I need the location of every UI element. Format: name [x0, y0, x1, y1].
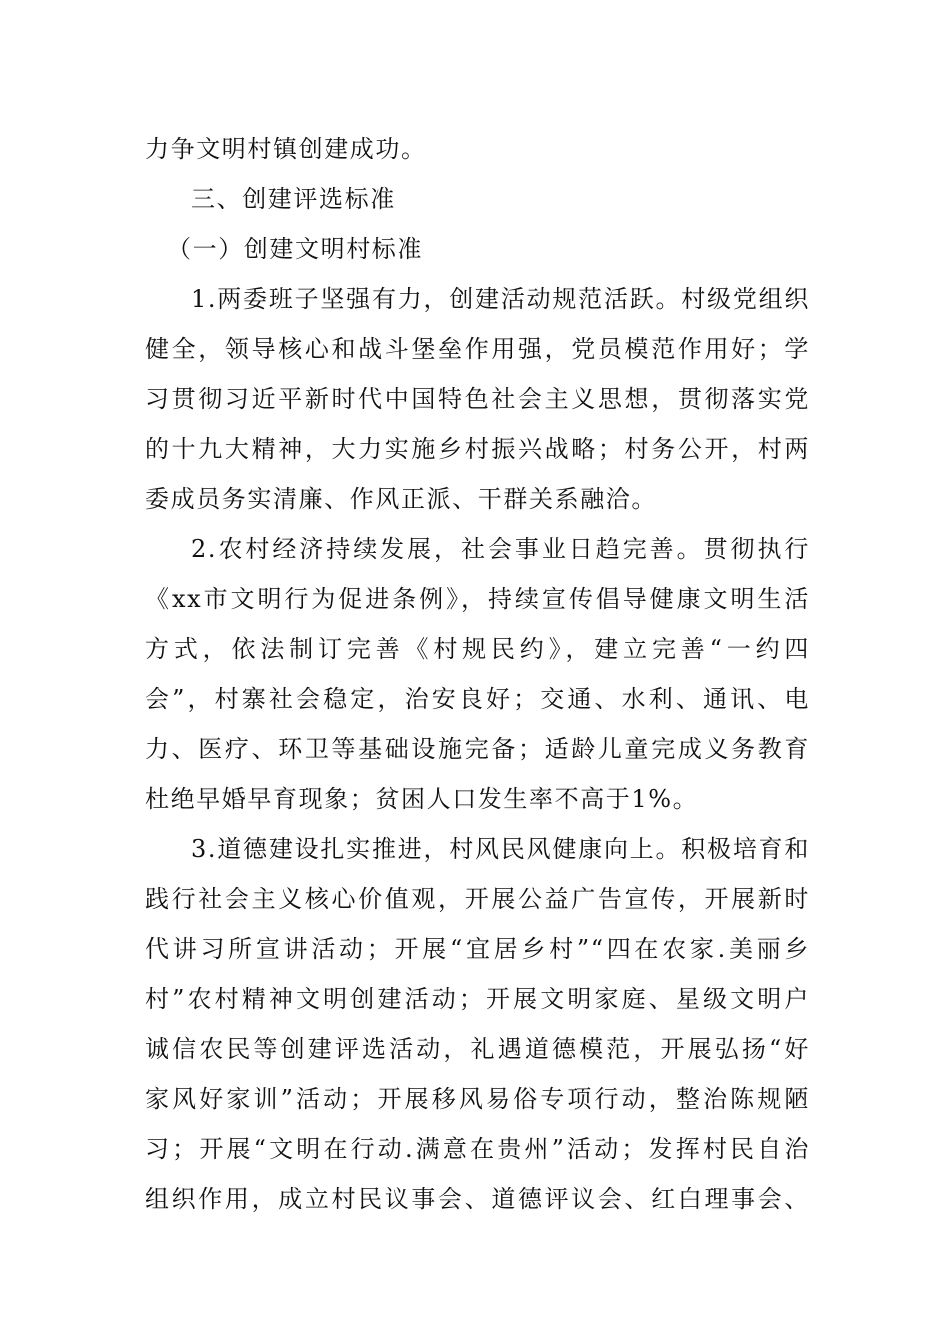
body-line: 践行社会主义核心价值观，开展公益广告宣传，开展新时: [145, 885, 810, 913]
body-line: 委成员务实清廉、作风正派、干群关系融洽。: [145, 485, 657, 513]
body-line: 健全，领导核心和战斗堡垒作用强，党员模范作用好；学: [145, 335, 810, 363]
subsection-heading: （一）创建文明村标准: [167, 235, 423, 263]
body-line: 《xx市文明行为促进条例》，持续宣传倡导健康文明生活: [145, 585, 810, 613]
body-line: 组织作用，成立村民议事会、道德评议会、红白理事会、: [145, 1185, 810, 1213]
section-heading: 三、创建评选标准: [191, 185, 396, 213]
body-line: 习；开展“文明在行动.满意在贵州”活动；发挥村民自治: [145, 1135, 810, 1163]
body-line: 诚信农民等创建评选活动，礼遇道德模范，开展弘扬“好: [145, 1035, 810, 1063]
document-body: [145, 124, 810, 1224]
body-line: 会”，村寨社会稳定，治安良好；交通、水利、通讯、电: [145, 685, 810, 713]
body-line: 杜绝早婚早育现象；贫困人口发生率不高于1%。: [145, 785, 699, 813]
body-line: 家风好家训”活动；开展移风易俗专项行动，整治陈规陋: [145, 1085, 810, 1113]
body-line: 习贯彻习近平新时代中国特色社会主义思想，贯彻落实党: [145, 385, 810, 413]
body-line: 力争文明村镇创建成功。: [145, 135, 427, 163]
body-line: 力、医疗、环卫等基础设施完备；适龄儿童完成义务教育: [145, 735, 810, 763]
paragraph-3-start: 3.道德建设扎实推进，村风民风健康向上。积极培育和: [191, 835, 810, 863]
paragraph-2-start: 2.农村经济持续发展，社会事业日趋完善。贯彻执行: [191, 535, 810, 563]
paragraph-1-start: 1.两委班子坚强有力，创建活动规范活跃。村级党组织: [191, 285, 810, 313]
body-line: 的十九大精神，大力实施乡村振兴战略；村务公开，村两: [145, 435, 810, 463]
body-line: 村”农村精神文明创建活动；开展文明家庭、星级文明户: [145, 985, 810, 1013]
body-line: 代讲习所宣讲活动；开展“宜居乡村”“四在农家.美丽乡: [145, 935, 810, 963]
body-line: 方式，依法制订完善《村规民约》，建立完善“一约四: [145, 635, 810, 663]
